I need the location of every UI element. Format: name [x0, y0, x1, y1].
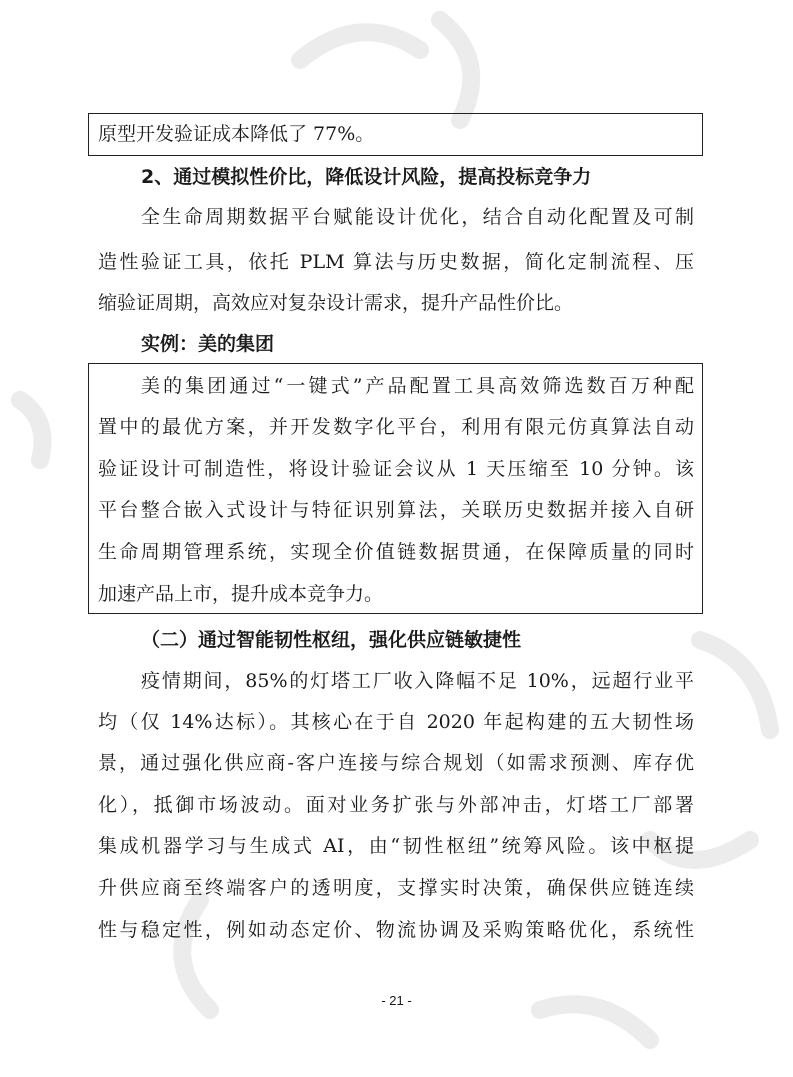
paragraph-line: 均（仅 14%达标）。其核心在于自 2020 年起构建的五大韧性场 — [98, 711, 694, 733]
paragraph-line: 升供应商至终端客户的透明度，支撑实时决策，确保供应链连续 — [98, 877, 694, 899]
example-box — [88, 363, 703, 614]
example-line: 平台整合嵌入式设计与特征识别算法，关联历史数据并接入自研 — [98, 499, 694, 521]
section-heading-ii: （二）通过智能韧性枢纽，强化供应链敏捷性 — [141, 629, 522, 651]
paragraph-line: 景，通过强化供应商-客户连接与综合规划（如需求预测、库存优 — [98, 752, 694, 774]
paragraph-line: 缩验证周期，高效应对复杂设计需求，提升产品性价比。 — [98, 292, 574, 314]
page-number: - 21 - — [381, 993, 412, 1008]
example-line: 美的集团通过“一键式”产品配置工具高效筛选数百万种配 — [141, 375, 694, 397]
example-line: 置中的最优方案，并开发数字化平台，利用有限元仿真算法自动 — [98, 416, 694, 438]
paragraph-line: 化），抵御市场波动。面对业务扩张与外部冲击，灯塔工厂部署 — [98, 794, 694, 816]
example-line: 生命周期管理系统，实现全价值链数据贯通，在保障质量的同时 — [98, 541, 694, 563]
paragraph-line: 集成机器学习与生成式 AI，由“韧性枢纽”统筹风险。该中枢提 — [98, 835, 694, 857]
paragraph-line: 性与稳定性，例如动态定价、物流协调及采购策略优化，系统性 — [98, 919, 694, 941]
box1-line: 原型开发验证成本降低了 77%。 — [98, 123, 375, 145]
section-heading-2: 2、通过模拟性价比，降低设计风险，提高投标竞争力 — [141, 166, 592, 188]
paragraph-line: 造性验证工具，依托 PLM 算法与历史数据，简化定制流程、压 — [98, 251, 694, 273]
example-heading: 实例：美的集团 — [141, 333, 275, 355]
paragraph-line: 全生命周期数据平台赋能设计优化，结合自动化配置及可制 — [141, 206, 694, 228]
example-line: 加速产品上市，提升成本竞争力。 — [98, 583, 384, 605]
example-line: 验证设计可制造性，将设计验证会议从 1 天压缩至 10 分钟。该 — [98, 458, 694, 480]
paragraph-line: 疫情期间，85%的灯塔工厂收入降幅不足 10%，远超行业平 — [141, 670, 694, 692]
